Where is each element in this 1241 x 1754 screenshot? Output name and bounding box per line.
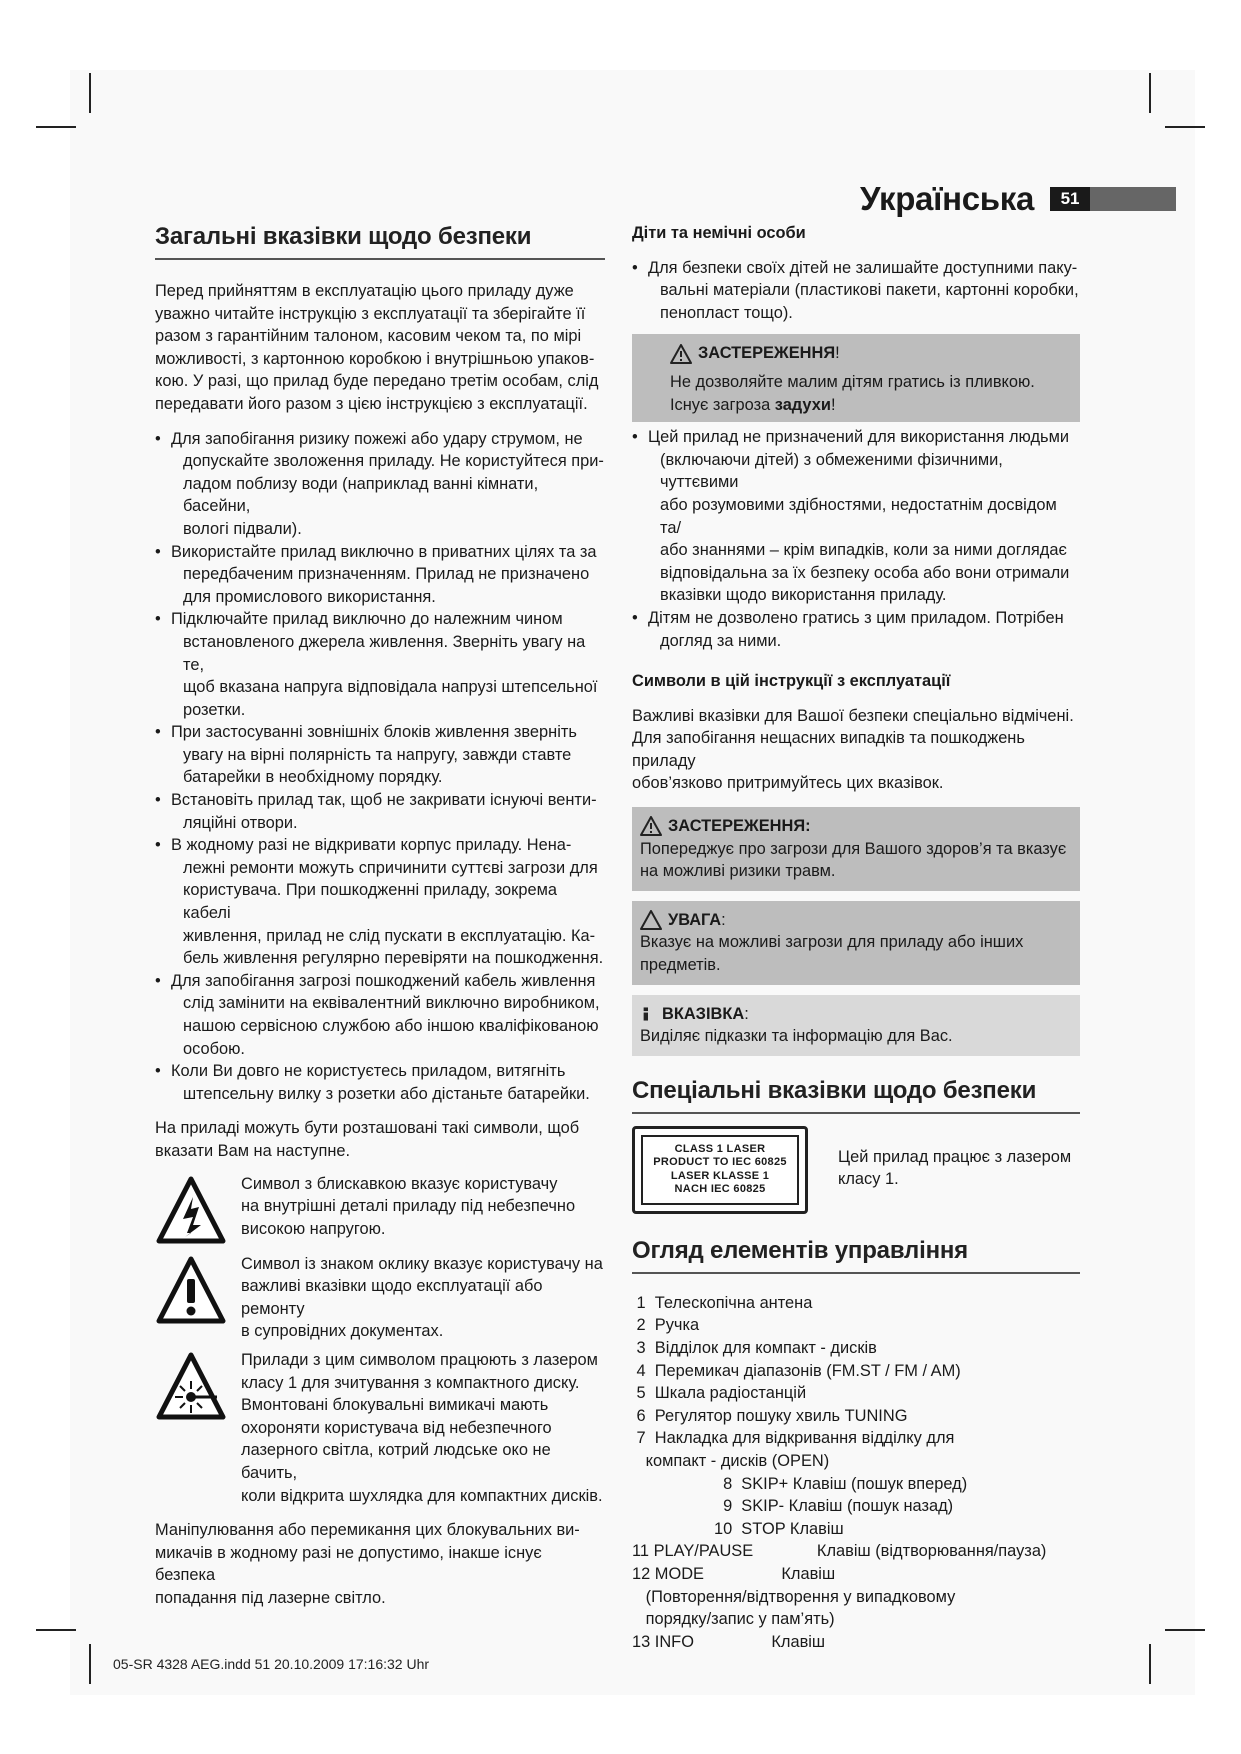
bullet-line: передбаченим призначенням. Прилад не призначено bbox=[183, 565, 590, 584]
bullet-line: бель живлення регулярно перевіряти на пошкодження. bbox=[183, 949, 604, 968]
bullet-line: вказівки щодо використання приладу. bbox=[660, 586, 947, 605]
symbols-manual-line: обов’язково притримуйтесь цих вказівок. bbox=[632, 774, 944, 793]
info-icon bbox=[640, 1004, 656, 1024]
closing-line: микачів в жодному разі не допустимо, інакше існує безпека bbox=[155, 1543, 542, 1585]
note-title-text: ВКАЗІВКА bbox=[662, 1004, 745, 1023]
crop-mark bbox=[36, 126, 76, 128]
warning-triangle-icon bbox=[640, 816, 662, 836]
closing-line: Маніпулювання або перемикання цих блокувальних ви- bbox=[155, 1521, 580, 1540]
bullet-line: ладом поблизу води (наприклад ванні кімнати, басейни, bbox=[183, 474, 539, 516]
control-item: 3 Відділок для компакт - дисків bbox=[632, 1339, 877, 1357]
page-number: 51 bbox=[1050, 187, 1090, 211]
bullet-line: або знаннями – крім випадків, коли за ними доглядає bbox=[660, 541, 1067, 560]
laser-description bbox=[838, 1146, 1071, 1191]
hazard-box-title bbox=[640, 815, 1072, 838]
crop-mark bbox=[1149, 1644, 1151, 1684]
children-bullet-list bbox=[632, 426, 1080, 652]
bullet-line: • Підключайте прилад виключно до належним чином bbox=[171, 610, 563, 629]
note-colon: : bbox=[744, 1004, 749, 1023]
control-item: 10 STOP Клавіш bbox=[632, 1519, 844, 1538]
bullet-line: • Дітям не дозволено гратись з цим приладом. Потрібен bbox=[648, 608, 1064, 627]
general-safety-title: Загальні вказівки щодо безпеки bbox=[155, 222, 605, 260]
bullet-line: щоб вказана напруга відповідала напрузі штепсельної bbox=[183, 678, 598, 697]
symbols-manual-line: Важливі вказівки для Вашої безпеки спеціально відмічені. bbox=[632, 706, 1074, 725]
warning-title-text: ЗАСТЕРЕЖЕННЯ bbox=[698, 344, 836, 363]
bullet-line: слід замінити на еквівалентний виключно виробником, bbox=[183, 994, 600, 1013]
caution-line: Вказує на можливі загрози для приладу або інших bbox=[640, 933, 1024, 952]
laser-description-line: Цей прилад працює з лазером bbox=[838, 1147, 1072, 1166]
left-column bbox=[155, 222, 605, 1609]
caution-box-title bbox=[640, 909, 1072, 932]
note-box-text bbox=[640, 1025, 1072, 1048]
symbol-text-line: високою напругою. bbox=[241, 1219, 386, 1238]
children-bullet bbox=[632, 426, 1080, 607]
bullet-line: нашою сервісною службою або іншою кваліфікованою bbox=[183, 1017, 599, 1035]
bullet-line: штепсельну вилку з розетки або дістаньте батарейки. bbox=[183, 1084, 590, 1103]
laser-label-text bbox=[641, 1135, 799, 1205]
bullet-line: вальні матеріали (пластикові пакети, картонні коробки, bbox=[660, 281, 1079, 300]
symbol-text-line: в супровідних документах. bbox=[241, 1322, 444, 1341]
symbols-intro-paragraph bbox=[155, 1117, 605, 1162]
warning-box-title bbox=[670, 342, 1068, 365]
special-safety-title: Спеціальні вказівки щодо безпеки bbox=[632, 1076, 1080, 1114]
laser-label-line: CLASS 1 LASER bbox=[674, 1142, 766, 1155]
intro-line: можливості, з картонною коробкою і внутрішньою упаков- bbox=[155, 349, 595, 368]
bullet-line: особою. bbox=[183, 1039, 245, 1058]
caution-box bbox=[632, 901, 1080, 985]
symbol-text-lightning bbox=[241, 1173, 605, 1241]
children-bullet bbox=[632, 607, 1080, 652]
intro-line: передавати його разом з цією інструкцією з експлуатації. bbox=[155, 394, 588, 413]
bullet-line: розетки. bbox=[183, 700, 246, 719]
bullet-line: або розумовими здібностями, недостатнім досвідом та/ bbox=[660, 495, 1057, 537]
bullet-line: • При застосуванні зовнішніх блоків живлення зверніть bbox=[171, 723, 577, 742]
intro-line: разом з гарантійним талоном, касовим чеком та, по мірі bbox=[155, 327, 582, 346]
symbol-text-line: охороняти користувача від небезпечного bbox=[241, 1418, 552, 1437]
caution-title-text: УВАГА bbox=[668, 910, 722, 929]
crop-mark bbox=[89, 73, 91, 113]
bullet-line: • В жодному разі не відкривати корпус приладу. Нена- bbox=[171, 836, 572, 855]
warning-line-1: Не дозволяйте малим дітям гратись із пливкою. bbox=[670, 372, 1035, 391]
children-section-title: Діти та немічні особи bbox=[632, 224, 806, 242]
caution-line: предметів. bbox=[640, 956, 721, 975]
control-item: 13 INFO Клавіш bbox=[632, 1632, 826, 1651]
bullet-line: допускайте зволоження приладу. Не користуйтеся при- bbox=[183, 452, 604, 471]
safety-bullet-list bbox=[155, 428, 605, 1106]
symbol-row-exclamation bbox=[155, 1253, 605, 1343]
language-title: Українська bbox=[860, 180, 1035, 217]
laser-class-row bbox=[632, 1126, 1080, 1214]
bullet-line: • Для безпеки своїх дітей не залишайте доступними паку- bbox=[648, 258, 1078, 277]
controls-overview-title: Огляд елементів управління bbox=[632, 1236, 1080, 1274]
bullet-line: живлення, прилад не слід пускати в експлуатацію. Ка- bbox=[183, 926, 596, 945]
crop-mark bbox=[1165, 126, 1205, 128]
warning-line-2-bold: задухи bbox=[774, 395, 831, 414]
exclamation-warning-icon bbox=[155, 1255, 227, 1327]
symbol-text-line: лазерного світла, котрий людське око не бачить, bbox=[241, 1441, 551, 1482]
intro-line: уважно читайте інструкцію з експлуатації та зберігайте її bbox=[155, 304, 586, 323]
bullet-line: лежні ремонти можуть спричинити суттєві загрози для bbox=[183, 858, 598, 877]
symbol-text-line: Вмонтовані блокувальні вимикачі мають bbox=[241, 1396, 549, 1415]
safety-bullet bbox=[155, 428, 605, 541]
symbol-row-lightning bbox=[155, 1173, 605, 1247]
bullet-line: • Для запобігання загрозі пошкоджений кабель живлення bbox=[171, 971, 596, 990]
symbol-text-line: на внутрішні деталі приладу під небезпечно bbox=[241, 1197, 576, 1216]
bullet-line: пенопласт тощо). bbox=[660, 303, 793, 322]
control-item: 1 Телескопічна антена bbox=[632, 1293, 813, 1312]
hazard-box-text bbox=[640, 838, 1072, 883]
safety-bullet bbox=[155, 721, 605, 789]
symbol-text-line: Символ із знаком оклику вказує користувачу на bbox=[241, 1254, 603, 1273]
warning-line-2 bbox=[670, 394, 1068, 417]
page-bar-fill bbox=[1090, 187, 1176, 211]
symbol-text-line: важливі вказівки щодо експлуатації або ремонту bbox=[241, 1277, 543, 1318]
note-line: Виділяє підказки та інформацію для Вас. bbox=[640, 1027, 953, 1046]
symbol-text-line: класу 1 для зчитування з компактного диску. bbox=[241, 1373, 580, 1392]
print-footer: 05-SR 4328 AEG.indd 51 20.10.2009 17:16:32 Uhr bbox=[113, 1656, 430, 1672]
bullet-line: (включаючи дітей) з обмеженими фізичними, чуттєвими bbox=[660, 450, 1003, 492]
safety-bullet bbox=[155, 970, 605, 1060]
symbols-intro-line: вказати Вам на наступне. bbox=[155, 1141, 351, 1160]
warning-excl: ! bbox=[835, 344, 840, 363]
crop-mark bbox=[89, 1644, 91, 1684]
bullet-line: батарейки в необхідному порядку. bbox=[183, 768, 443, 787]
laser-label-line: LASER KLASSE 1 bbox=[670, 1169, 770, 1182]
children-warning-box bbox=[632, 334, 1080, 422]
bullet-line: • Цей прилад не призначений для використання людьми bbox=[648, 428, 1070, 447]
control-item: 5 Шкала радіостанцій bbox=[632, 1384, 807, 1403]
laser-description-line: класу 1. bbox=[838, 1170, 899, 1189]
control-item: 4 Перемикач діапазонів (FM.ST / FM / AM) bbox=[632, 1361, 961, 1380]
symbol-text-line: Символ з блискавкою вказує користувачу bbox=[241, 1174, 558, 1193]
control-item: 9 SKIP- Клавіш (пошук назад) bbox=[632, 1497, 954, 1516]
bullet-line: ляційні отвори. bbox=[183, 813, 298, 832]
control-item: порядку/запис у пам’ять) bbox=[632, 1610, 835, 1629]
warning-line-2-post: ! bbox=[830, 395, 836, 414]
symbol-text-laser bbox=[241, 1349, 605, 1507]
symbols-intro-line: На приладі можуть бути розташовані такі символи, щоб bbox=[155, 1119, 580, 1138]
page-number-bar bbox=[1050, 187, 1176, 211]
hazard-line: на можливі ризики травм. bbox=[640, 862, 836, 881]
closing-line: попадання під лазерне світло. bbox=[155, 1588, 386, 1607]
note-box-title bbox=[640, 1003, 1072, 1026]
warning-triangle-icon bbox=[670, 344, 692, 364]
children-bullet-first bbox=[632, 257, 1080, 325]
closing-paragraph bbox=[155, 1519, 605, 1609]
control-item: 12 MODE Клавіш bbox=[632, 1564, 836, 1583]
bullet-line: • Встановіть прилад так, щоб не закривати існуючі венти- bbox=[171, 791, 597, 810]
bullet-line: • Використайте прилад виключно в приватних цілях та за bbox=[171, 542, 597, 561]
symbol-text-line: коли відкрита шухлядка для компактних дисків. bbox=[241, 1486, 603, 1505]
hazard-title-text: ЗАСТЕРЕЖЕННЯ: bbox=[668, 817, 811, 836]
safety-bullet bbox=[155, 789, 605, 834]
laser-warning-icon bbox=[155, 1351, 227, 1423]
lightning-warning-icon bbox=[155, 1175, 227, 1247]
note-box bbox=[632, 995, 1080, 1056]
control-item: 2 Ручка bbox=[632, 1316, 700, 1335]
control-item: 11 PLAY/PAUSE Клавіш (відтворювання/пауза) bbox=[632, 1542, 1047, 1561]
laser-class-label bbox=[632, 1126, 808, 1214]
bullet-line: • Для запобігання ризику пожежі або удару струмом, не bbox=[171, 429, 583, 448]
safety-bullet bbox=[155, 1060, 605, 1105]
bullet-line: догляд за ними. bbox=[660, 631, 782, 650]
symbol-row-laser bbox=[155, 1349, 605, 1507]
safety-bullet bbox=[155, 541, 605, 609]
caution-box-text bbox=[640, 931, 1072, 976]
bullet-line: вологі підвали). bbox=[183, 519, 302, 538]
bullet-line: для промислового використання. bbox=[183, 587, 436, 606]
bullet-line: відповідальна за їх безпеку особа або вони отримали bbox=[660, 563, 1070, 582]
children-bullet bbox=[632, 257, 1080, 325]
crop-mark bbox=[1165, 1629, 1205, 1631]
symbols-manual-title: Символи в цій інструкції з експлуатації bbox=[632, 672, 951, 691]
symbols-manual-intro bbox=[632, 705, 1080, 795]
crop-mark bbox=[36, 1629, 76, 1631]
safety-bullet bbox=[155, 608, 605, 721]
bullet-line: користувача. При пошкодженні приладу, зокрема кабелі bbox=[183, 881, 557, 923]
laser-label-line: PRODUCT TO IEC 60825 bbox=[653, 1156, 787, 1169]
bullet-line: увагу на вірні полярність та напругу, завжди ставте bbox=[183, 745, 572, 764]
warning-line-2-pre: Існує загроза bbox=[670, 395, 775, 414]
control-item: (Повторення/відтворення у випадковому bbox=[632, 1587, 956, 1606]
bullet-line: • Коли Ви довго не користуєтесь приладом, витягніть bbox=[171, 1062, 566, 1081]
symbols-manual-line: Для запобігання нещасних випадків та пошкоджень приладу bbox=[632, 729, 1025, 770]
control-item: 6 Регулятор пошуку хвиль TUNING bbox=[632, 1406, 908, 1425]
safety-bullet bbox=[155, 834, 605, 970]
bullet-line: встановленого джерела живлення. Зверніть увагу на те, bbox=[183, 632, 586, 674]
crop-mark bbox=[1149, 73, 1151, 113]
control-item: компакт - дисків (OPEN) bbox=[632, 1451, 830, 1470]
intro-line: Перед прийняттям в експлуатацію цього приладу дуже bbox=[155, 282, 574, 300]
hazard-line: Попереджує про загрози для Вашого здоров’я та вказує bbox=[640, 839, 1067, 858]
controls-list bbox=[632, 1292, 1080, 1654]
language-header bbox=[860, 180, 1176, 218]
control-item: 8 SKIP+ Клавіш (пошук вперед) bbox=[632, 1474, 968, 1493]
intro-paragraph bbox=[155, 280, 605, 416]
symbol-text-exclamation bbox=[241, 1253, 605, 1343]
caution-triangle-icon bbox=[640, 910, 662, 930]
caution-colon: : bbox=[721, 910, 726, 929]
laser-label-line: NACH IEC 60825 bbox=[674, 1183, 766, 1196]
right-column bbox=[632, 222, 1080, 1653]
intro-line: кою. У разі, що прилад буде передано третім особам, слід bbox=[155, 372, 599, 391]
control-item: 7 Накладка для відкривання відділку для bbox=[632, 1429, 955, 1448]
hazard-box bbox=[632, 807, 1080, 891]
symbol-text-line: Прилади з цим символом працюють з лазером bbox=[241, 1350, 598, 1369]
